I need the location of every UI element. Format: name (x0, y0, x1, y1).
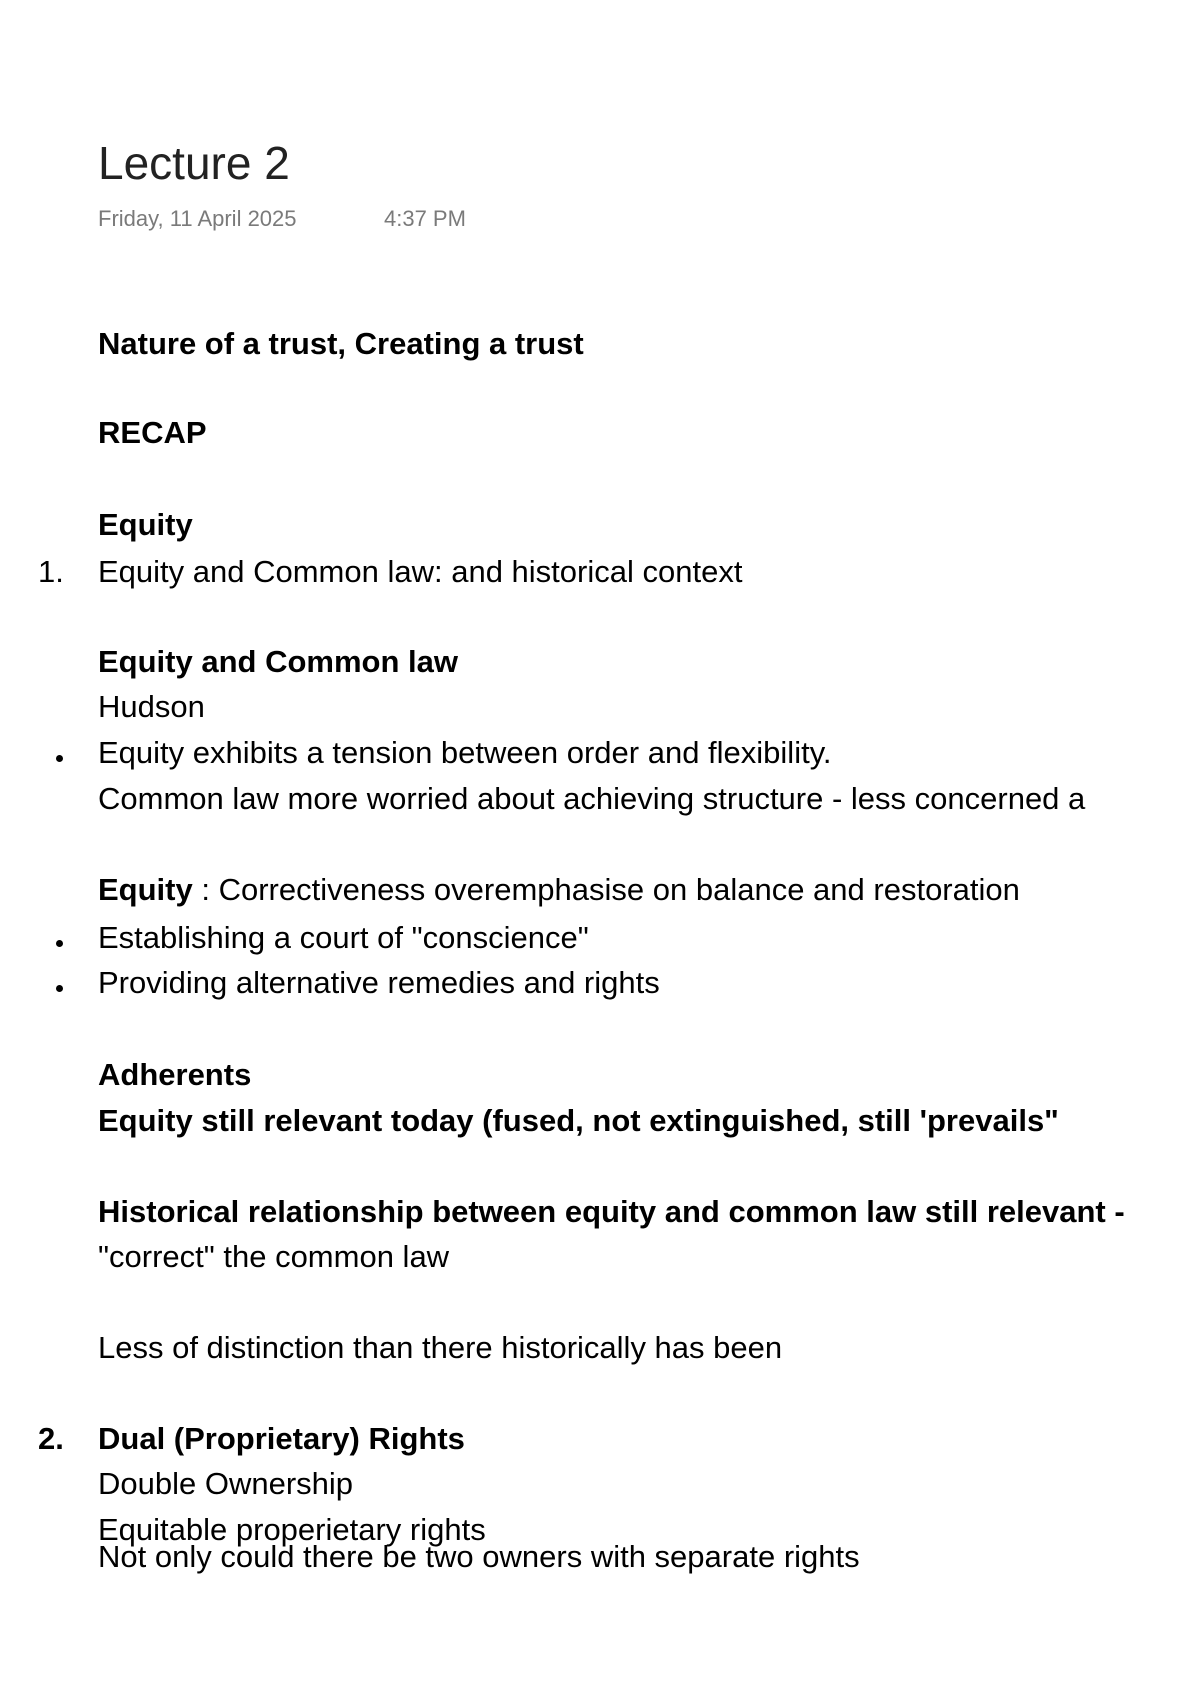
equity-definition (98, 870, 1020, 910)
page-date: Friday, 11 April 2025 (98, 206, 297, 231)
page-time: 4:37 PM (384, 206, 466, 231)
double-ownership-text: Double Ownership (98, 1466, 354, 1501)
list-item-1: Equity and Common law: and historical context (98, 554, 743, 589)
bullet-item-tension: Equity exhibits a tension between order and flexibility. (98, 735, 832, 770)
cutoff-line (98, 1539, 860, 1581)
correct-text: "correct" the common law (98, 1239, 450, 1274)
equity-heading: Equity (98, 507, 193, 542)
cutoff-text: Not only could there be two owners with separate rights (98, 1539, 860, 1574)
bullet-item-conscience: Establishing a court of "conscience" (98, 920, 589, 955)
relevant-today-text: Equity still relevant today (fused, not extinguished, still 'prevails" (98, 1103, 1059, 1138)
adherents-heading: Adherents (98, 1057, 252, 1092)
equity-label: Equity (98, 872, 193, 907)
distinction-text: Less of distinction than there historically has been (98, 1330, 783, 1365)
page-title[interactable]: Lecture 2 (98, 137, 290, 189)
bullet-point (56, 755, 63, 762)
historical-text: Historical relationship between equity and common law still relevant - (98, 1194, 1125, 1229)
dual-rights-heading: Dual (Proprietary) Rights (98, 1421, 465, 1456)
bullet-point (56, 985, 63, 992)
list-number-2: 2. (38, 1421, 64, 1456)
equity-definition-text: : Correctiveness overemphasise on balance and restoration (192, 872, 1020, 907)
common-law-text: Common law more worried about achieving structure - less concerned a (98, 781, 1086, 816)
subject-heading: Nature of a trust, Creating a trust (98, 326, 584, 361)
equitable-rights-text: Equitable properietary rights (98, 1512, 486, 1547)
list-number-1: 1. (38, 554, 64, 589)
bullet-item-remedies: Providing alternative remedies and rights (98, 965, 660, 1000)
recap-heading: RECAP (98, 415, 207, 450)
bullet-point (56, 940, 63, 947)
hudson-text: Hudson (98, 689, 205, 724)
eq-cl-heading: Equity and Common law (98, 644, 458, 679)
